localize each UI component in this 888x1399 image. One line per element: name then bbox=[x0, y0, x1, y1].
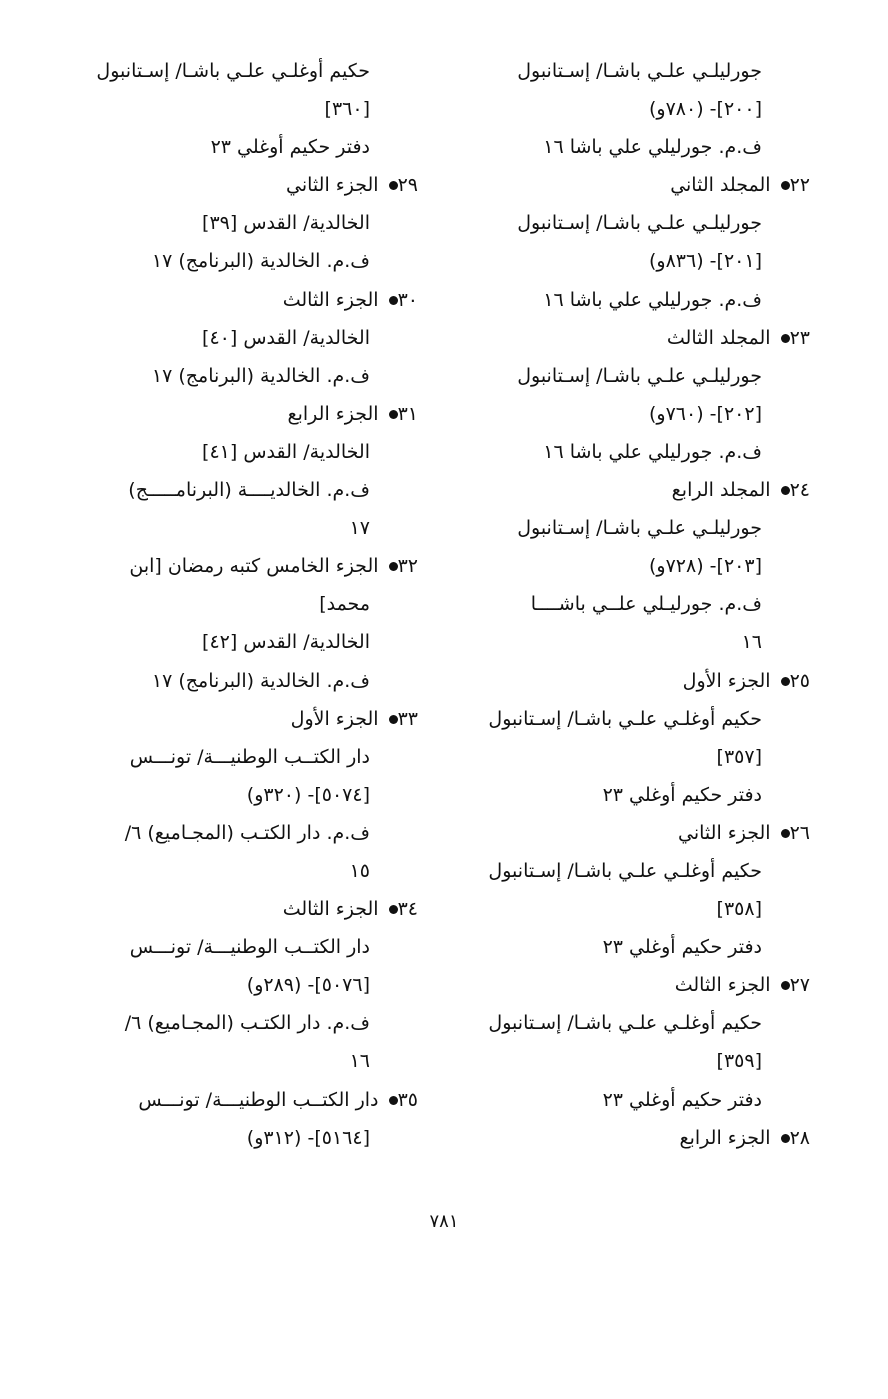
bullet-icon bbox=[389, 905, 398, 914]
page-number: ٧٨١ bbox=[429, 1211, 459, 1232]
bullet-icon bbox=[389, 181, 398, 190]
entry-text: حكيم أوغلـي علـي باشـا/ إسـتانبول bbox=[488, 1012, 762, 1035]
entry-text: [٢٠٣]- (٧٢٨و) bbox=[649, 555, 762, 578]
entry-text: حكيم أوغلـي علـي باشـا/ إسـتانبول bbox=[488, 707, 762, 730]
entry-line bbox=[78, 1042, 418, 1080]
entry-line bbox=[475, 700, 810, 738]
entry-line bbox=[78, 204, 418, 242]
entry-line bbox=[78, 776, 418, 814]
entry-number: ٢٣ bbox=[789, 326, 810, 349]
entry-heading bbox=[78, 166, 418, 204]
entry-title: الجزء الثاني bbox=[678, 821, 771, 844]
entry-title: الجزء الأول bbox=[682, 669, 771, 692]
entry-title: الجزء الخامس كتبه رمضان [ابن bbox=[129, 555, 379, 578]
entry-text: [٣٥٧] bbox=[716, 745, 762, 768]
entry-heading bbox=[475, 662, 810, 700]
entry-heading bbox=[475, 966, 810, 1004]
entry-number: ٢٩ bbox=[397, 174, 418, 197]
entry-text: ف.م. الخالدية (البرنامج) ١٧ bbox=[151, 669, 370, 692]
entry-line bbox=[475, 281, 810, 319]
entry-number: ٣٤ bbox=[397, 898, 418, 921]
entry-line bbox=[475, 204, 810, 242]
entry-line bbox=[475, 547, 810, 585]
entry-number: ٢٢ bbox=[789, 174, 810, 197]
entry-line bbox=[78, 662, 418, 700]
entry-heading bbox=[475, 1119, 810, 1157]
entry-line bbox=[78, 852, 418, 890]
entry-text: دار الكتــب الوطنيـــة/ تونـــس bbox=[129, 745, 370, 768]
entry-heading bbox=[78, 890, 418, 928]
entry-title: الجزء الرابع bbox=[287, 402, 379, 425]
entry-text: [٥١٦٤]- (٣١٢و) bbox=[246, 1126, 370, 1149]
entry-line bbox=[475, 890, 810, 928]
entry-text: حكيم أوغلـي علـي باشـا/ إسـتانبول bbox=[96, 60, 370, 82]
entry-number: ٢٧ bbox=[789, 974, 810, 997]
entry-line bbox=[78, 814, 418, 852]
bullet-icon bbox=[781, 981, 790, 990]
entry-line bbox=[78, 1004, 418, 1042]
entry-number: ٣٠ bbox=[397, 288, 418, 311]
entry-text: ف.م. دار الكتـب (المجـاميع) ٦/ bbox=[124, 821, 370, 844]
entry-line bbox=[475, 623, 810, 661]
entry-text: دفتر حكيم أوغلي ٢٣ bbox=[210, 136, 370, 159]
entry-text: [٢٠١]- (٨٣٦و) bbox=[649, 250, 762, 273]
entry-line bbox=[475, 128, 810, 166]
entry-text: ف.م. جورليـلي علــي باشــــا bbox=[530, 593, 762, 616]
entry-text: دفتر حكيم أوغلي ٢٣ bbox=[602, 783, 762, 806]
entry-heading bbox=[475, 166, 810, 204]
entry-number: ٣٢ bbox=[397, 555, 418, 578]
entry-text: جورليلـي علـي باشـا/ إسـتانبول bbox=[517, 60, 762, 82]
entry-text: ١٦ bbox=[741, 631, 762, 654]
entry-text: [٥٠٧٤]- (٣٢٠و) bbox=[246, 783, 370, 806]
entry-line bbox=[475, 1081, 810, 1119]
entry-heading bbox=[475, 814, 810, 852]
entry-text: ١٦ bbox=[349, 1050, 370, 1073]
entry-number: ٢٤ bbox=[789, 479, 810, 502]
entry-line bbox=[78, 90, 418, 128]
entry-line bbox=[78, 509, 418, 547]
entry-line bbox=[475, 585, 810, 623]
entry-title: الجزء الثالث bbox=[282, 288, 379, 311]
entry-heading bbox=[78, 281, 418, 319]
bullet-icon bbox=[389, 410, 398, 419]
entry-line bbox=[78, 433, 418, 471]
entry-text: دفتر حكيم أوغلي ٢٣ bbox=[602, 1088, 762, 1111]
entry-title: الجزء الثالث bbox=[674, 974, 771, 997]
entry-title: دار الكتــب الوطنيـــة/ تونـــس bbox=[138, 1088, 379, 1111]
entry-heading bbox=[475, 471, 810, 509]
entry-line bbox=[475, 433, 810, 471]
bullet-icon bbox=[781, 334, 790, 343]
entry-text: ف.م. جورليلي علي باشا ١٦ bbox=[543, 440, 762, 463]
bullet-icon bbox=[781, 677, 790, 686]
entry-heading bbox=[475, 319, 810, 357]
bullet-icon bbox=[389, 1096, 398, 1105]
bullet-icon bbox=[389, 562, 398, 571]
entry-line bbox=[78, 128, 418, 166]
entry-line bbox=[475, 242, 810, 280]
entry-heading bbox=[78, 547, 418, 585]
entry-text: حكيم أوغلـي علـي باشـا/ إسـتانبول bbox=[488, 859, 762, 882]
entry-line bbox=[78, 52, 418, 90]
entry-text: ١٥ bbox=[349, 859, 370, 882]
entry-text: جورليلـي علـي باشـا/ إسـتانبول bbox=[517, 364, 762, 387]
bullet-icon bbox=[781, 181, 790, 190]
entry-title: المجلد الثاني bbox=[670, 174, 771, 197]
bullet-icon bbox=[781, 1134, 790, 1143]
entry-text: الخالدية/ القدس [٣٩] bbox=[202, 212, 370, 235]
entry-text: ١٧ bbox=[349, 517, 370, 540]
entry-line bbox=[78, 1119, 418, 1157]
entry-text: [٣٥٩] bbox=[716, 1050, 762, 1073]
entry-title: الجزء الثالث bbox=[282, 898, 379, 921]
entry-line bbox=[475, 1042, 810, 1080]
entry-text: [٣٥٨] bbox=[716, 898, 762, 921]
entry-line bbox=[78, 928, 418, 966]
entry-heading bbox=[78, 395, 418, 433]
entry-line bbox=[78, 585, 418, 623]
entry-text: ف.م. جورليلي علي باشا ١٦ bbox=[543, 288, 762, 311]
entry-text: [٢٠٠]- (٧٨٠و) bbox=[649, 98, 762, 121]
entry-line bbox=[78, 357, 418, 395]
bullet-icon bbox=[389, 715, 398, 724]
entry-title: الجزء الأول bbox=[290, 707, 379, 730]
entry-line bbox=[475, 357, 810, 395]
entry-line bbox=[475, 509, 810, 547]
bullet-icon bbox=[781, 829, 790, 838]
entry-text: جورليلـي علـي باشـا/ إسـتانبول bbox=[517, 212, 762, 235]
entry-text: جورليلـي علـي باشـا/ إسـتانبول bbox=[517, 517, 762, 540]
entry-line bbox=[78, 471, 418, 509]
entry-text: [٣٦٠] bbox=[324, 98, 370, 121]
left-column bbox=[78, 52, 418, 1157]
entry-text: [٢٠٢]- (٧٦٠و) bbox=[649, 402, 762, 425]
entry-line bbox=[475, 395, 810, 433]
entry-heading bbox=[78, 700, 418, 738]
entry-line bbox=[78, 623, 418, 661]
entry-number: ٢٥ bbox=[789, 669, 810, 692]
entry-text: دفتر حكيم أوغلي ٢٣ bbox=[602, 936, 762, 959]
entry-title: الجزء الثاني bbox=[286, 174, 379, 197]
entry-number: ٣٥ bbox=[397, 1088, 418, 1111]
entry-text: ف.م. الخالديــــة (البرنامـــــج) bbox=[128, 479, 370, 502]
entry-heading bbox=[78, 1081, 418, 1119]
entry-line bbox=[475, 52, 810, 90]
entry-text: [٥٠٧٦]- (٢٨٩و) bbox=[246, 974, 370, 997]
entry-line bbox=[78, 966, 418, 1004]
entry-line bbox=[78, 242, 418, 280]
entry-number: ٢٨ bbox=[789, 1126, 810, 1149]
entry-text: الخالدية/ القدس [٤٠] bbox=[202, 326, 370, 349]
entry-line bbox=[475, 738, 810, 776]
entry-text: ف.م. الخالدية (البرنامج) ١٧ bbox=[151, 364, 370, 387]
entry-title: المجلد الثالث bbox=[666, 326, 771, 349]
entry-text: ف.م. دار الكتـب (المجـاميع) ٦/ bbox=[124, 1012, 370, 1035]
entry-line bbox=[475, 90, 810, 128]
entry-text: دار الكتــب الوطنيـــة/ تونـــس bbox=[129, 936, 370, 959]
entry-title: المجلد الرابع bbox=[671, 479, 771, 502]
entry-line bbox=[475, 852, 810, 890]
bullet-icon bbox=[389, 296, 398, 305]
entry-text: الخالدية/ القدس [٤١] bbox=[202, 440, 370, 463]
entry-line bbox=[475, 928, 810, 966]
entry-number: ٢٦ bbox=[789, 821, 810, 844]
entry-title: الجزء الرابع bbox=[679, 1126, 771, 1149]
entry-text: ف.م. الخالدية (البرنامج) ١٧ bbox=[151, 250, 370, 273]
entry-text: الخالدية/ القدس [٤٢] bbox=[202, 631, 370, 654]
entry-line bbox=[475, 1004, 810, 1042]
entry-line bbox=[78, 319, 418, 357]
entry-line bbox=[78, 738, 418, 776]
right-column bbox=[475, 52, 810, 1157]
bullet-icon bbox=[781, 486, 790, 495]
entry-text: ف.م. جورليلي علي باشا ١٦ bbox=[543, 136, 762, 159]
entry-number: ٣١ bbox=[397, 402, 418, 425]
entry-number: ٣٣ bbox=[397, 707, 418, 730]
entry-text: محمد] bbox=[319, 593, 370, 616]
entry-line bbox=[475, 776, 810, 814]
